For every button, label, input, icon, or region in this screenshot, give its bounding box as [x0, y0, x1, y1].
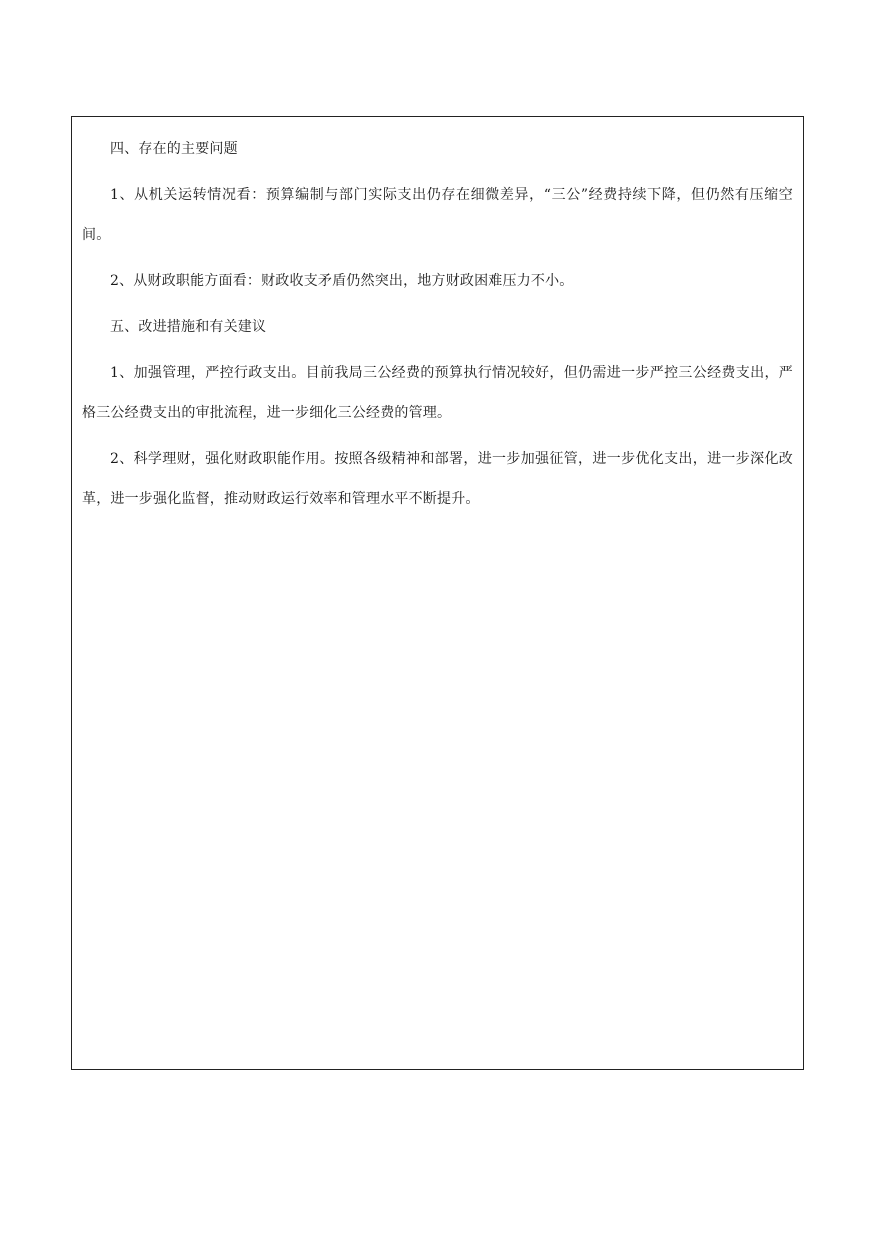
paragraph-issue-1: 1、从机关运转情况看：预算编制与部门实际支出仍存在细微差异，“三公”经费持续下降，但仍然有压缩空间。	[82, 187, 793, 243]
paragraph-issue-2: 2、从财政职能方面看：财政收支矛盾仍然突出，地方财政困难压力不小。	[110, 273, 574, 289]
section-heading-measures: 五、改进措施和有关建议	[110, 319, 267, 335]
paragraph-measure-1: 1、加强管理，严控行政支出。目前我局三公经费的预算执行情况较好，但仍需进一步严控三公经费支出，严格三公经费支出的审批流程，进一步细化三公经费的管理。	[82, 365, 793, 421]
paragraph-measure-2: 2、科学理财，强化财政职能作用。按照各级精神和部署，进一步加强征管，进一步优化支出，进一步深化改革，进一步强化监督，推动财政运行效率和管理水平不断提升。	[82, 451, 793, 507]
document-content	[82, 129, 793, 525]
section-heading-issues: 四、存在的主要问题	[110, 141, 238, 157]
document-table-frame	[71, 116, 804, 1070]
